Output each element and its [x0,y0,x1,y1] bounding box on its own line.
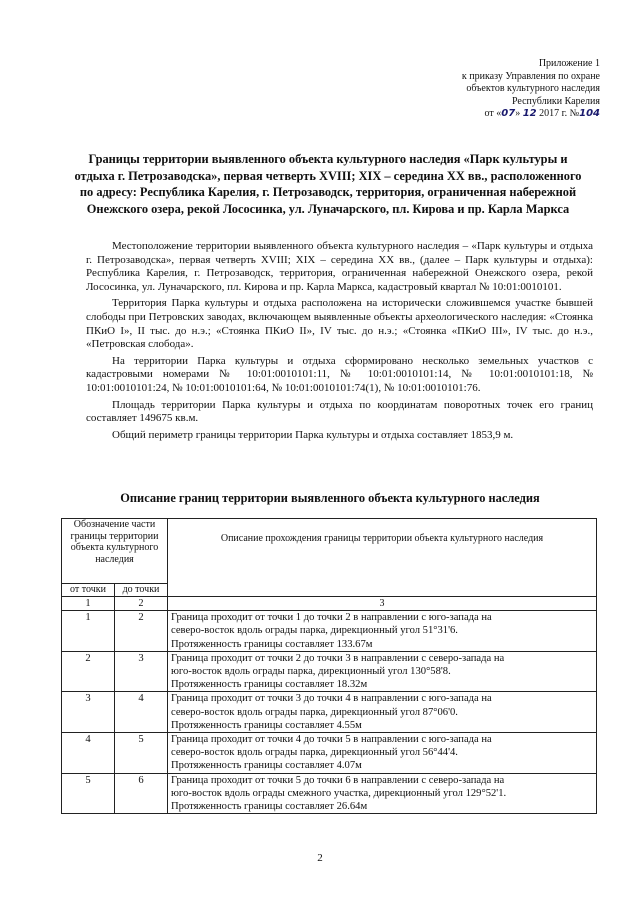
date-separator: » [515,108,521,119]
description-line: северо-восток вдоль ограды парка, дирекционный угол 56°44'4. [171,747,458,759]
description-line: Протяженность границы составляет 26.64м [171,801,368,813]
description-line: юго-восток вдоль ограды смежного участка, дирекционный угол 129°52'1. [171,787,507,799]
from-point: 3 [62,692,115,733]
date-prefix: от « [484,108,502,119]
from-point: 2 [62,651,115,692]
description-line: северо-восток вдоль ограды парка, дирекционный угол 87°06'0. [171,706,458,718]
header-description: Описание прохождения границы территории объекта культурного наследия [168,519,597,597]
boundary-table [61,518,597,814]
description-line: Протяженность границы составляет 4.55м [171,719,362,731]
from-point: 1 [62,611,115,652]
table-numbering-row [62,597,597,611]
paragraph-cadastral: На территории Парка культуры и отдыха сформировано несколько земельных участков с кадастровыми номерами № 10:01:0010101:11, № 10:01:0010101:14, № 10:01:0010101:18, № 10:01:0010101:24, № 10:01:0010101:64, № 10:01:0010101:74(1), № 10:01:0010101:76. [86,354,593,394]
boundary-description [168,611,597,652]
description-line: юго-восток вдоль ограды парка, дирекционный угол 130°58'8. [171,666,451,678]
to-point: 3 [115,651,168,692]
paragraph-perimeter: Общий периметр границы территории Парка культуры и отдыха составляет 1853,9 м. [112,428,514,441]
boundary-description [168,692,597,733]
header-to-point: до точки [115,584,168,597]
handwritten-number: 104 [579,108,600,119]
boundary-description [168,733,597,774]
description-line: Граница проходит от точки 2 до точки 3 в направлении с северо-запада на [171,652,505,664]
page-number: 2 [317,852,323,864]
table-row [62,611,597,652]
to-point: 5 [115,733,168,774]
appendix-line-3: объектов культурного наследия [466,83,600,94]
description-line: северо-восток вдоль ограды парка, дирекционный угол 51°31'6. [171,625,458,637]
appendix-line-4: Республики Карелия [511,95,600,107]
section-title: Описание границ территории выявленного объекта культурного наследия [120,491,540,505]
to-point: 2 [115,611,168,652]
description-line: Граница проходит от точки 3 до точки 4 в направлении с юго-запада на [171,693,492,705]
column-number-1: 1 [62,597,115,611]
to-point: 6 [115,773,168,814]
header-from-point: от точки [62,584,115,597]
description-line: Граница проходит от точки 1 до точки 2 в направлении с юго-запада на [171,612,492,624]
column-number-3: 3 [168,597,597,611]
table-header-row [62,519,597,584]
paragraph-location: Местоположение территории выявленного объекта культурного наследия – «Парк культуры и отдыха г. Петрозаводска», первая четверть XVIII; XIX – середина XX вв., (далее – Парк культуры и отдыха): Республика Карелия, г. Петрозаводск, территория, ограниченная набережной Онежского озера, рекой Лососинка, ул. Луначарского, пл. Кирова и пр. Карла Маркса, кадастровый квартал № 10:01:0010101. [86,240,593,293]
boundary-description [168,651,597,692]
description-line: Протяженность границы составляет 4.07м [171,760,362,772]
order-date-line [400,108,600,121]
handwritten-day: 07 [501,108,516,119]
column-number-2: 2 [115,597,168,611]
description-line: Протяженность границы составляет 18.32м [171,679,368,691]
date-year: 2017 г. № [539,108,580,119]
from-point: 5 [62,773,115,814]
description-line: Граница проходит от точки 4 до точки 5 в направлении с юго-запада на [171,734,492,746]
table-row [62,692,597,733]
description-line: Граница проходит от точки 5 до точки 6 в направлении с северо-запада на [171,774,505,786]
handwritten-month: 12 [522,108,537,119]
description-line: Протяженность границы составляет 133.67м [171,638,373,650]
table-row [62,773,597,814]
to-point: 4 [115,692,168,733]
paragraph-area: Площадь территории Парка культуры и отдыха по координатам поворотных точек его границ составляет 149675 кв.м. [86,398,593,425]
document-title: Границы территории выявленного объекта культурного наследия «Парк культуры и отдыха г. Петрозаводска», первая четверть XVIII; XIX – середина XX вв., расположенного по адресу: Республика Карелия, г. Петрозаводск, территория, ограниченная набережной Онежского озера, рекой Лососинка, ул. Луначарского, пл. Кирова и пр. Карла Маркса [74,152,582,216]
appendix-line-2: к приказу Управления по охране [461,70,600,82]
table-row [62,651,597,692]
from-point: 4 [62,733,115,774]
boundary-description [168,773,597,814]
appendix-line-1: Приложение 1 [538,58,600,69]
appendix-header [400,58,600,121]
table-row [62,733,597,774]
paragraph-territory: Территория Парка культуры и отдыха расположена на исторически сложившемся участке бывшей слободы при Петровских заводах, включающем выявленные объекты археологического наследия: «Стоянка ПКиО I», II тыс. до н.э.; «Стоянка ПКиО II», IV тыс. до н.э.; «Стоянка «ПКиО III», IV тыс. до н.э., «Петровская слобода». [86,297,593,351]
body-text [86,240,593,445]
header-boundary-part: Обозначение части границы территории объекта культурного наследия [62,519,168,584]
